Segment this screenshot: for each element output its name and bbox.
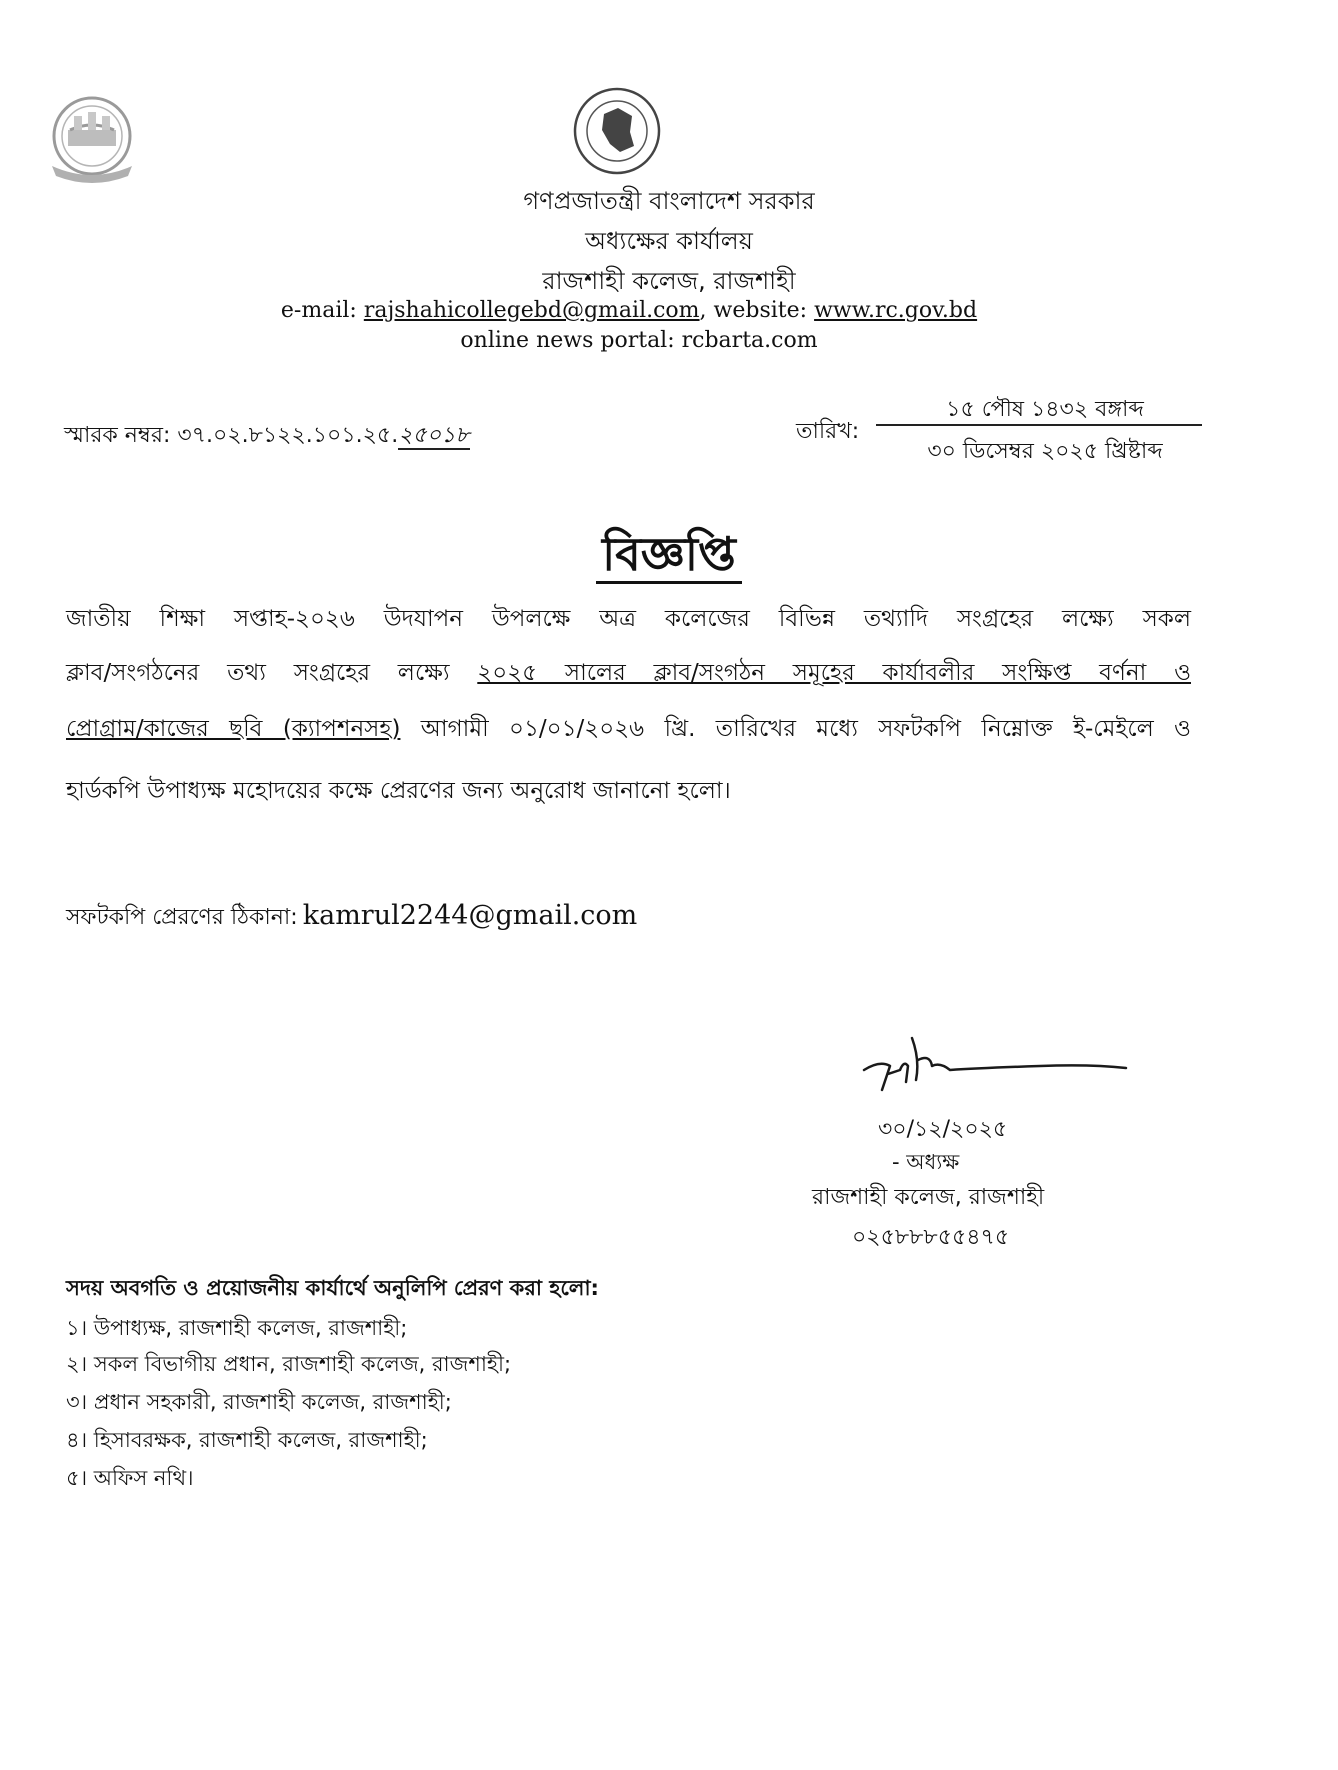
header-office: অধ্যক্ষের কার্যালয়	[585, 227, 753, 255]
notice-title: বিজ্ঞপ্তি	[0, 520, 1338, 596]
list-item: ২। সকল বিভাগীয় প্রধান, রাজশাহী কলেজ, রাজশাহী;	[66, 1352, 512, 1376]
list-item: ৫। অফিস নথি।	[66, 1466, 194, 1490]
memo-number-value: ৩৭.০২.৮১২২.১০১.২৫.	[177, 423, 399, 448]
header-college: রাজশাহী কলেজ, রাজশাহী	[542, 267, 796, 295]
government-seal	[572, 86, 662, 176]
memo-handwritten-suffix: ২৫০১৮	[398, 423, 470, 448]
list-item: ১। উপাধ্যক্ষ, রাজশাহী কলেজ, রাজশাহী;	[66, 1316, 408, 1340]
email-link[interactable]: rajshahicollegebd@gmail.com	[363, 298, 700, 323]
body-line-1: জাতীয় শিক্ষা সপ্তাহ-২০২৬ উদযাপন উপলক্ষে অত্র কলেজের বিভিন্ন তথ্যাদি সংগ্রহের লক্ষ্যে সকল	[66, 606, 1191, 632]
header-contact-line: e-mail: rajshahicollegebd@gmail.com, website: www.rc.gov.bd	[280, 298, 978, 323]
portal-link[interactable]: rcbarta.com	[681, 328, 818, 353]
body-line-2: ক্লাব/সংগঠনের তথ্য সংগ্রহের লক্ষ্যে ২০২৫ সালের ক্লাব/সংগঠন সমূহের কার্যাবলীর সংক্ষিপ্ত বর্ণনা ও	[66, 660, 1191, 686]
signature-title: - অধ্যক্ষ	[892, 1150, 960, 1174]
signature-phone: ০২৫৮৮৮৫৫৪৭৫	[852, 1225, 1010, 1250]
email-label: e-mail:	[280, 298, 357, 323]
portal-label: online news portal:	[460, 328, 675, 353]
signature	[860, 1030, 1130, 1100]
college-logo	[44, 92, 140, 188]
copy-heading: সদয় অবগতি ও প্রয়োজনীয় কার্যার্থে অনুলিপি প্রেরণ করা হলো:	[66, 1276, 599, 1300]
website-label: website:	[713, 298, 808, 323]
memo-number	[64, 418, 470, 455]
body-line-3: প্রোগ্রাম/কাজের ছবি (ক্যাপশনসহ) আগামী ০১/০১/২০২৬ খ্রি. তারিখের মধ্যে সফটকপি নিম্নোক্ত ই-মেইলে ও	[66, 716, 1191, 742]
list-item: ৪। হিসাবরক্ষক, রাজশাহী কলেজ, রাজশাহী;	[66, 1428, 428, 1452]
signature-date: ৩০/১২/২০২৫	[878, 1117, 1008, 1142]
date-label: তারিখ:	[796, 419, 860, 444]
header-government: গণপ্রজাতন্ত্রী বাংলাদেশ সরকার	[523, 187, 815, 215]
date-gregorian: ৩০ ডিসেম্বর ২০২৫ খ্রিষ্টাব্দ	[927, 439, 1163, 464]
memo-label: স্মারক নম্বর:	[64, 423, 171, 448]
signature-institution: রাজশাহী কলেজ, রাজশাহী	[812, 1185, 1045, 1210]
header-portal-line	[0, 326, 1308, 356]
list-item: ৩। প্রধান সহকারী, রাজশাহী কলেজ, রাজশাহী;	[66, 1390, 452, 1414]
softcopy-label: সফটকপি প্রেরণের ঠিকানা:	[66, 905, 298, 930]
body-line-4: হার্ডকপি উপাধ্যক্ষ মহোদয়ের কক্ষে প্রেরণের জন্য অনুরোধ জানানো হলো।	[66, 778, 731, 804]
website-link[interactable]: www.rc.gov.bd	[814, 298, 978, 323]
softcopy-email[interactable]: kamrul2244@gmail.com	[302, 900, 638, 931]
date-bangla: ১৫ পৌষ ১৪৩২ বঙ্গাব্দ	[946, 397, 1144, 422]
softcopy-address	[66, 900, 637, 937]
date-divider	[876, 424, 1202, 426]
